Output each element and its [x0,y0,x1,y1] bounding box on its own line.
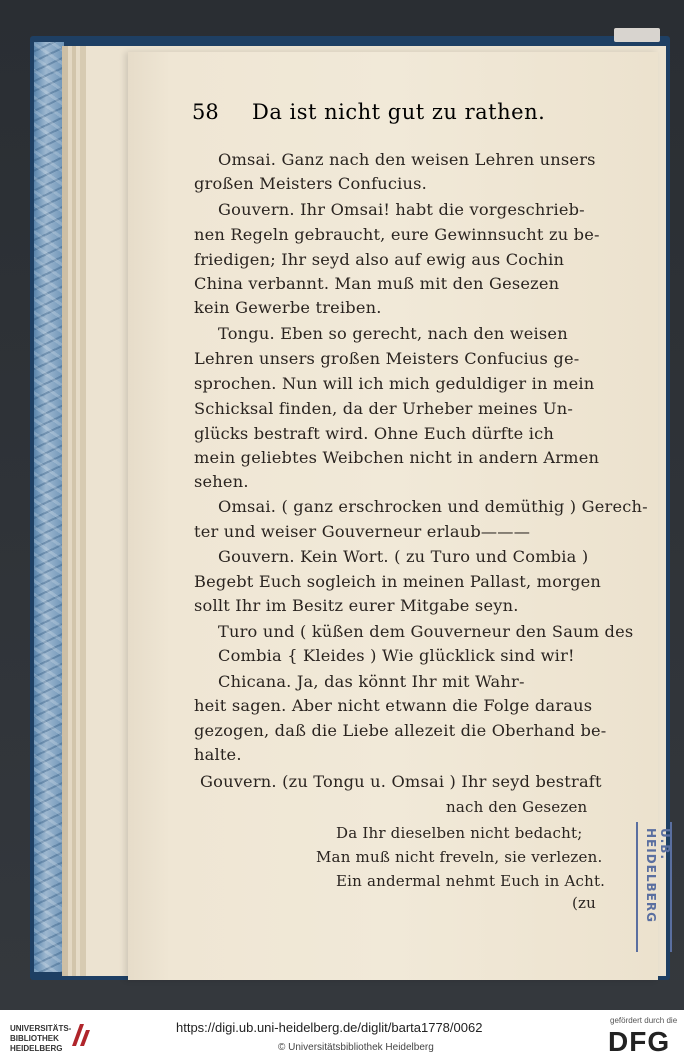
running-title: Da ist nicht gut zu rathen. [252,100,546,124]
logo-line: UNIVERSITÄTS- [10,1024,72,1033]
bookmark-tab [614,28,660,42]
logo-line: BIBLIOTHEK [10,1034,59,1043]
text-line: glücks bestraft wird. Ohne Euch dürfte ich [194,424,555,443]
text-line: kein Gewerbe treiben. [194,298,382,317]
text-line: Tongu. Eben so gerecht, nach den weisen [218,324,568,343]
text-line: ter und weiser Gouverneur erlaub——— [194,522,531,541]
text-line: heit sagen. Aber nicht etwann die Folge daraus [194,696,593,715]
text-line: Omsai. Ganz nach den weisen Lehren unsers [218,150,596,169]
verse-line: Ein andermal nehmt Euch in Acht. [336,872,606,890]
page-number: 58 [192,100,219,124]
text-line: China verbannt. Man muß mit den Gesezen [194,274,560,293]
text-line: Combia { Kleides ) Wie glücklick sind wir! [218,646,575,665]
text-line: friedigen; Ihr seyd also auf ewig aus Cochin [194,250,565,269]
text-line: Lehren unsers großen Meisters Confucius ge- [194,349,580,368]
verse-line: Man muß nicht freveln, sie verlezen. [316,848,603,866]
catchword: (zu [572,894,597,912]
university-mark-icon [70,1022,92,1048]
text-line: sehen. [194,472,249,491]
dfg-logo[interactable]: DFG [608,1026,671,1057]
verse-line: Da Ihr dieselben nicht bedacht; [336,824,583,842]
text-line: Omsai. ( ganz erschrocken und demüthig ) Gerech- [218,497,648,516]
text-line: Gouvern. Ihr Omsai! habt die vorgeschrieb- [218,200,585,219]
text-line: gezogen, daß die Liebe allezeit die Oberhand be- [194,721,607,740]
stamp-text: U.B. HEIDELBERG [644,828,672,923]
text-line: Chicana. Ja, das könnt Ihr mit Wahr- [218,672,525,691]
text-line: Turo und ( küßen dem Gouverneur den Saum des [218,622,634,641]
marbled-endpaper [34,42,64,972]
text-line: sprochen. Nun will ich mich geduldiger in mein [194,374,595,393]
page-header [192,100,632,132]
text-line: Begebt Euch sogleich in meinen Pallast, morgen [194,572,602,591]
verse-line: Gouvern. (zu Tongu u. Omsai ) Ihr seyd bestraft [200,772,602,791]
source-url-link[interactable]: https://digi.ub.uni-heidelberg.de/diglit/barta1778/0062 [176,1020,483,1035]
verse-line: nach den Gesezen [446,798,588,816]
text-line: großen Meisters Confucius. [194,174,428,193]
text-line: halte. [194,745,242,764]
text-line: nen Regeln gebraucht, eure Gewinnsucht zu be- [194,225,600,244]
logo-line: HEIDELBERG [10,1044,63,1053]
text-line: Gouvern. Kein Wort. ( zu Turo und Combia ) [218,547,589,566]
text-line: sollt Ihr im Besitz eurer Mitgabe seyn. [194,596,519,615]
text-line: mein geliebtes Weibchen nicht in andern Armen [194,448,600,467]
library-stamp [636,822,672,952]
dfg-caption: gefördert durch die [610,1016,678,1025]
copyright-text: © Universitätsbibliothek Heidelberg [278,1042,434,1053]
footer-bar [0,1010,684,1060]
text-line: Schicksal finden, da der Urheber meines Un- [194,399,574,418]
university-library-logo[interactable] [10,1024,71,1054]
